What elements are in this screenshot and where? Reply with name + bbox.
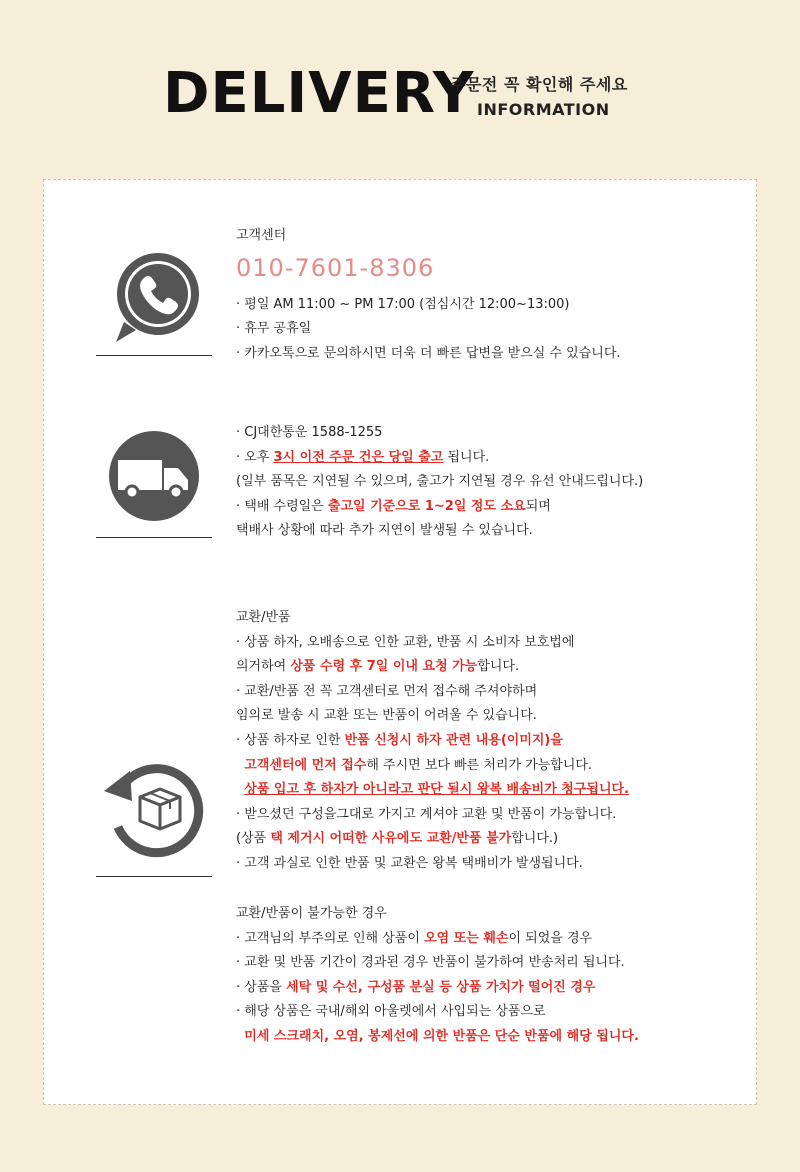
return-box-icon bbox=[96, 757, 212, 861]
shipping-text bbox=[236, 421, 643, 544]
delay-note-line: (일부 품목은 지연될 수 있으며, 출고가 지연될 경우 유선 안내드립니다.) bbox=[236, 474, 644, 490]
exchange-line: · 상품 하자, 오배송으로 인한 교환, 반품 시 소비자 보호법에 bbox=[236, 634, 575, 650]
courier-line: · CJ대한통운 1588-1255 bbox=[236, 425, 383, 440]
page-title: DELIVERY bbox=[163, 61, 475, 126]
not-allowed-line: 미세 스크래치, 오염, 봉제선에 의한 반품은 단순 반품에 해당 됩니다. bbox=[244, 1028, 639, 1044]
page-header bbox=[0, 0, 800, 178]
section-divider bbox=[96, 355, 212, 356]
exchange-line: 고객센터에 먼저 접수해 주시면 보다 빠른 처리가 가능합니다. bbox=[244, 757, 593, 773]
same-day-line: · 오후 3시 이전 주문 건은 당일 출고 됩니다. bbox=[236, 449, 490, 465]
not-allowed-line: · 고객님의 부주의로 인해 상품이 오염 또는 훼손이 되었을 경우 bbox=[236, 930, 593, 946]
exchange-line: (상품 택 제거시 어떠한 사유에도 교환/반품 불가합니다.) bbox=[236, 831, 559, 847]
exchange-line: 임의로 발송 시 교환 또는 반품이 어려울 수 있습니다. bbox=[236, 708, 537, 724]
not-allowed-line: · 상품을 세탁 및 수선, 구성품 분실 등 상품 가치가 떨어진 경우 bbox=[236, 979, 596, 995]
exchange-line: · 상품 하자로 인한 반품 신청시 하자 관련 내용(이미지)을 bbox=[236, 732, 563, 748]
not-allowed-heading: 교환/반품이 불가능한 경우 bbox=[236, 906, 387, 921]
phone-number[interactable]: 010-7601-8306 bbox=[236, 253, 435, 282]
section-divider bbox=[96, 876, 212, 877]
delivery-time-line: · 택배 수령일은 출고일 기준으로 1~2일 정도 소요되며 bbox=[236, 498, 551, 514]
phone-chat-icon bbox=[96, 242, 212, 354]
truck-icon bbox=[96, 430, 212, 522]
subtitle-english: INFORMATION bbox=[477, 100, 610, 119]
exchange-line: 상품 입고 후 하자가 아니라고 판단 될시 왕복 배송비가 청구됩니다. bbox=[244, 782, 630, 798]
holiday-line: · 휴무 공휴일 bbox=[236, 321, 312, 337]
not-allowed-line: · 교환 및 반품 기간이 경과된 경우 반품이 불가하여 반송처리 됩니다. bbox=[236, 955, 625, 971]
info-card bbox=[43, 179, 757, 1105]
exchange-heading: 교환/반품 bbox=[236, 610, 291, 625]
exchange-line: · 교환/반품 전 꼭 고객센터로 먼저 접수해 주셔야하며 bbox=[236, 683, 538, 699]
not-allowed-line: · 해당 상품은 국내/해외 아울렛에서 사입되는 상품으로 bbox=[236, 1004, 546, 1020]
exchange-line: 의거하여 상품 수령 후 7일 이내 요청 가능합니다. bbox=[236, 659, 520, 675]
kakao-line: · 카카오톡으로 문의하시면 더욱 더 빠른 답변을 받으실 수 있습니다. bbox=[236, 345, 621, 361]
customer-center-text bbox=[236, 224, 621, 366]
courier-delay-line: 택배사 상황에 따라 추가 지연이 발생될 수 있습니다. bbox=[236, 523, 533, 539]
exchange-text bbox=[236, 606, 629, 877]
subtitle-korean: 주문전 꼭 확인해 주세요 bbox=[450, 75, 628, 94]
customer-center-heading: 고객센터 bbox=[236, 228, 287, 243]
not-allowed-text bbox=[236, 902, 639, 1050]
hours-line: · 평일 AM 11:00 ~ PM 17:00 (점심시간 12:00~13:00) bbox=[236, 296, 570, 312]
section-divider bbox=[96, 537, 212, 538]
exchange-line: · 받으셨던 구성을그대로 가지고 계셔야 교환 및 반품이 가능합니다. bbox=[236, 806, 617, 822]
exchange-line: · 고객 과실로 인한 반품 및 교환은 왕복 택배비가 발생됩니다. bbox=[236, 855, 583, 871]
